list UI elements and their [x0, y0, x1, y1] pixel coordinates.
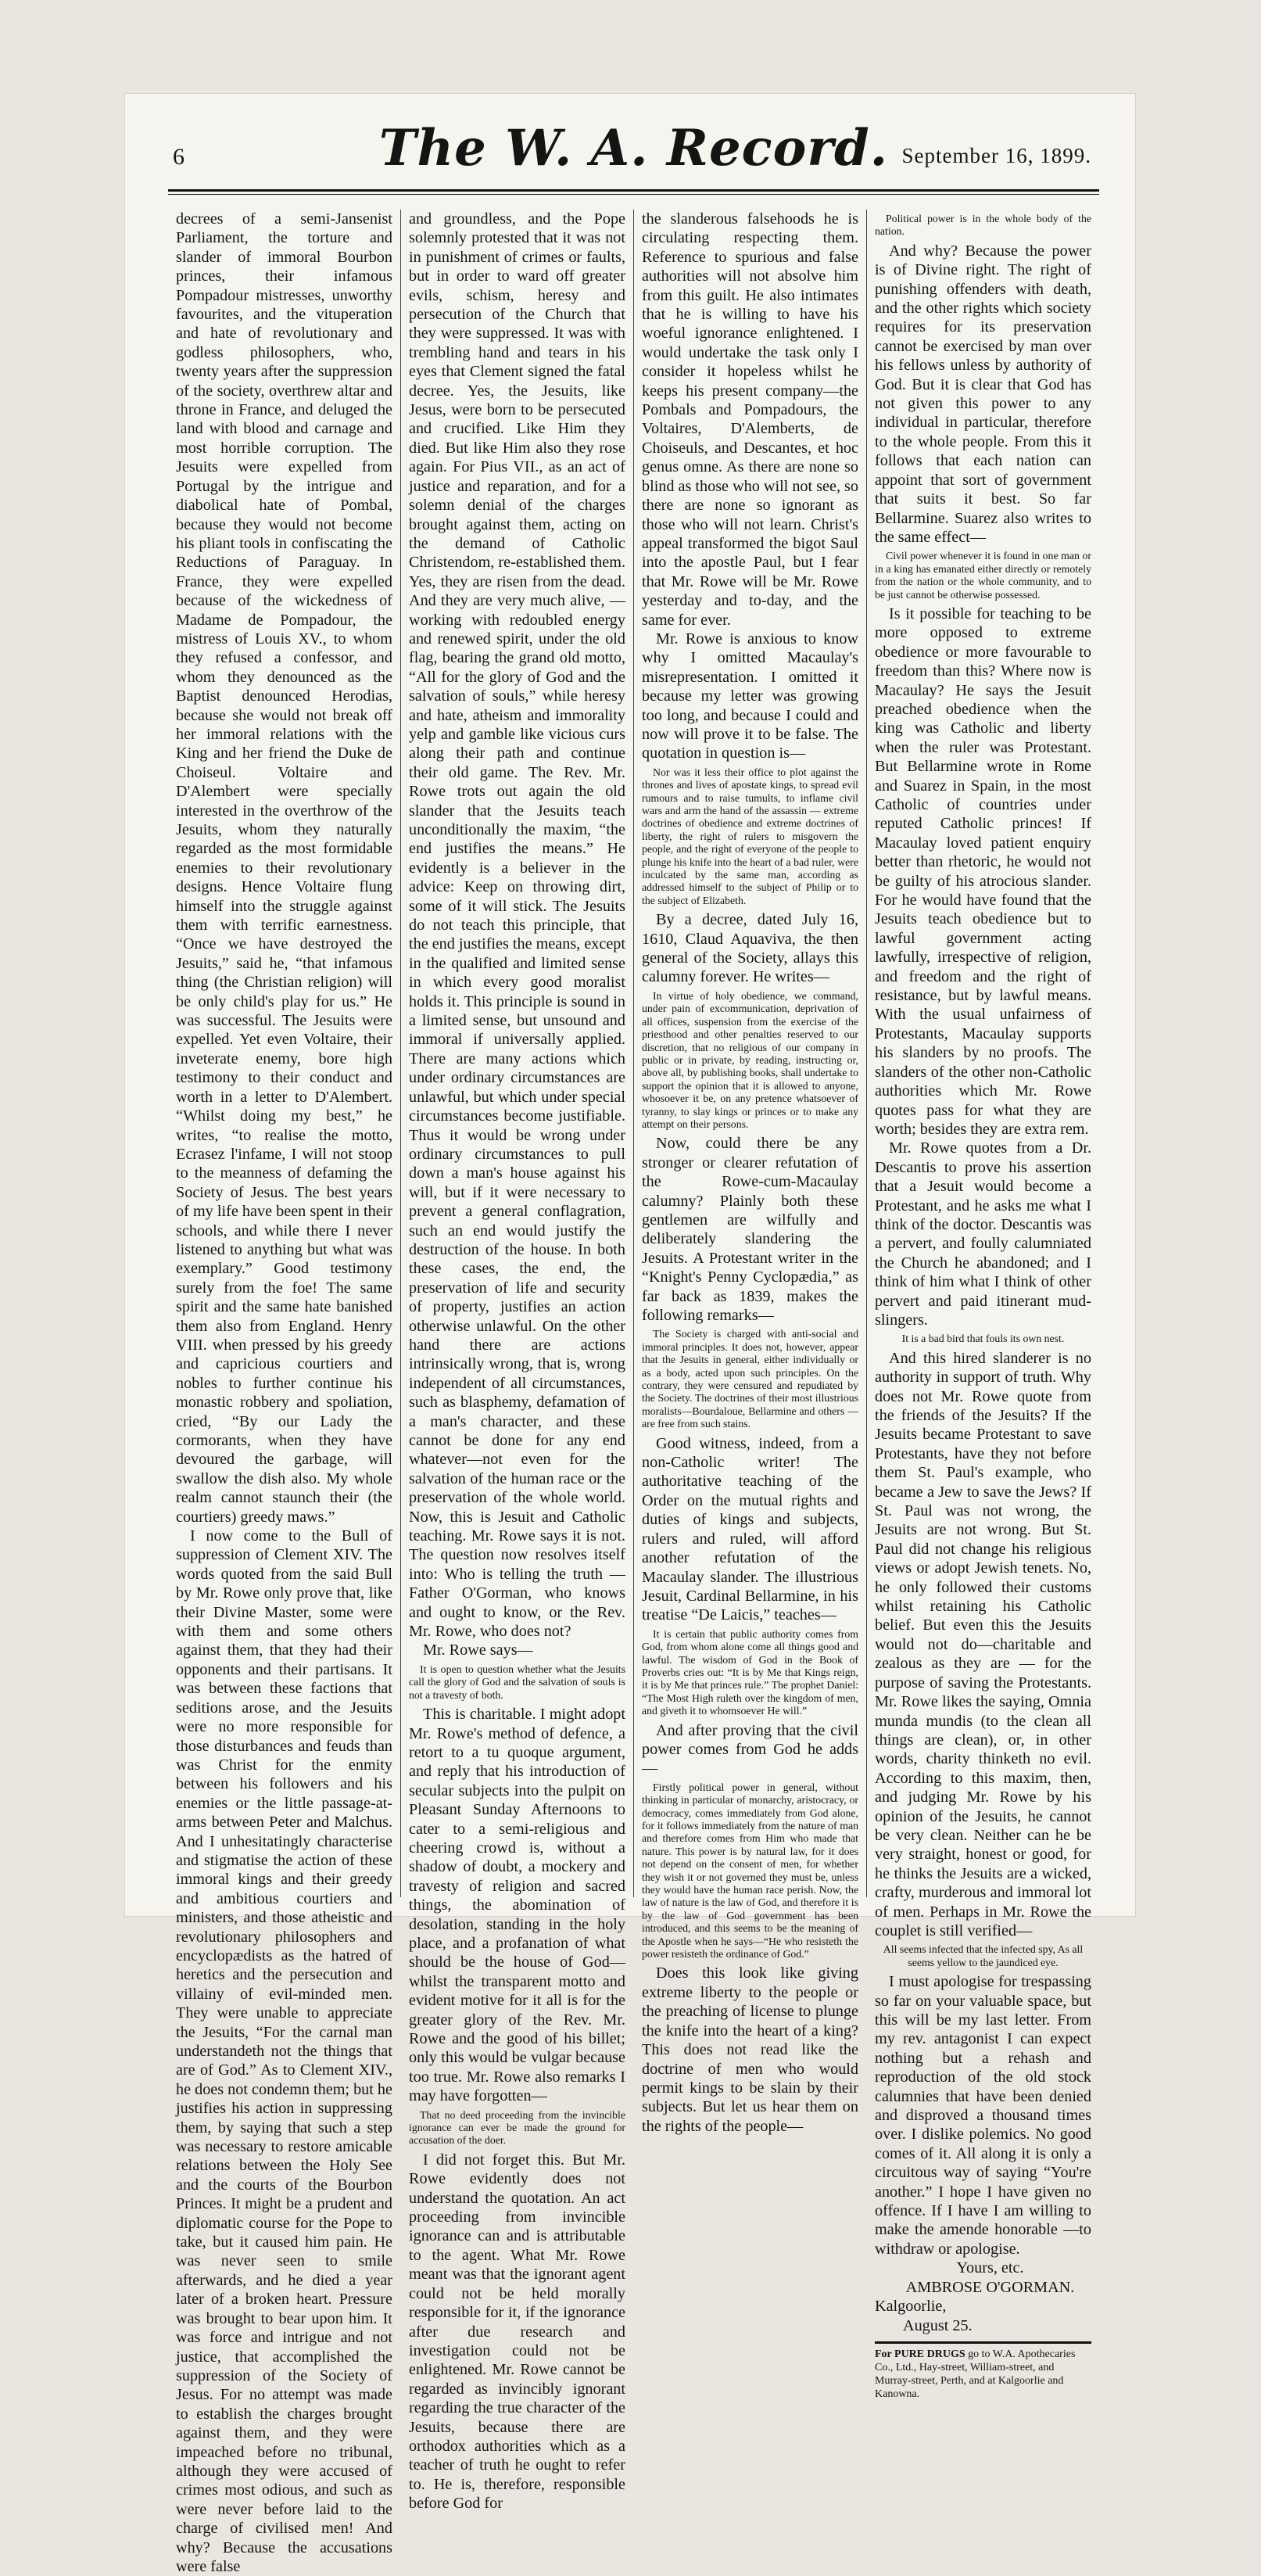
article-columns: [168, 210, 1099, 2575]
newspaper-page: [125, 94, 1135, 2575]
quotation-paragraph: Political power is in the whole body of the nation.: [875, 213, 1091, 238]
column-4: [866, 210, 1099, 2400]
quotation-paragraph: It is certain that public authority comes from God, from whom alone come all things good and lawful. The wisdom of God in the Book of Proverbs cries out: “It is by Me that Kings reign, it is by Me that princes rule.” The prophet Daniel: “The Most High ruleth over the kingdom of men, and giveth it to whomsoever He will.”: [642, 1627, 858, 1717]
quotation-paragraph: It is a bad bird that fouls its own nest.: [901, 1333, 1065, 1345]
article-paragraph: I did not forget this. But Mr. Rowe evidently does not understand the quotation. An act proceeding from invincible ignorance can and is attributable to the agent. What Mr. Rowe meant was that the ignorant agent could not be held morally responsible for it, if the ignorance after due research and investigation could not be enlightened. Mr. Rowe cannot be regarded as invincibly ignorant regarding the true character of the Jesuits, because there are orthodox authorities which as a teacher of truth he ought to refer to. He is, therefore, responsible before God for: [409, 2151, 625, 2513]
article-paragraph: Mr. Rowe quotes from a Dr. Descantis to prove his assertion that a Jesuit would become a Protestant, and he asks me what I think of the doctor. Descantis was a pervert, and foully calumniated the Church he abandoned; and I think of him what I think of other pervert and paid itinerant mud-slingers.: [875, 1139, 1091, 1329]
quotation-paragraph: Civil power whenever it is found in one man or in a king has emanated either directly or remotely from the nation or the whole community, and to be just cannot be otherwise possessed.: [875, 550, 1091, 601]
advert-lead: For PURE DRUGS: [875, 2348, 965, 2360]
article-paragraph: And this hired slanderer is no authority in support of truth. Why does not Mr. Rowe quote from the friends of the Jesuits? If the Jesuits became Protestant to save Protestants, have they not before them St. Paul's example, who became a Jew to save the Jews? If St. Paul was not wrong, the Jesuits are not wrong. But St. Paul did not change his religious views or adopt Jewish tenets. No, he only followed their customs whilst retaining his Catholic belief. But even this the Jesuits would not do—charitable and zealous as they are — for the purpose of saving the Protestants. Mr. Rowe likes the saying, Omnia munda mundis (to the clean all things are clean), or, in other words, charity thinketh no evil. According to this maxim, then, and judging Mr. Rowe by his opinion of the Jesuits, he cannot be very clean. Neither can he be very straight, honest or good, for he thinks the Jesuits are a wicked, crafty, murderous and immoral lot of men. Perhaps in Mr. Rowe the couplet is still verified—: [875, 1349, 1091, 1939]
column-3: [633, 210, 866, 2135]
quotation-paragraph: That no deed proceeding from the invincible ignorance can ever be made the ground for accusation of the doer.: [409, 2108, 625, 2147]
newspaper-title: The W. A. Record.: [378, 119, 889, 178]
quotation-paragraph: Nor was it less their office to plot against the thrones and lives of apostate kings, to spread evil rumours and to raise tumults, to inflame civil wars and arm the hand of the assassin — extreme doctrines of obedience and extreme doctrines of liberty, the right of rulers to misgovern the people, and the right of everyone of the people to plunge his knife into the heart of a bad ruler, were inculcated by the same man, according as addressed himself to the subject of Philip or to the subject of Elizabeth.: [642, 766, 858, 906]
article-paragraph: Is it possible for teaching to be more opposed to extreme obedience or more favourable to freedom than this? Where now is Macaulay? He says the Jesuit preached obedience when the king was Catholic and liberty when the ruler was Protestant. But Bellarmine wrote in Rome and Suarez in Spain, in the most Catholic of countries under reputed Catholic princes! If Macaulay loved patient enquiry better than rhetoric, he would not be guilty of his atrocious slander. For he would have found that the Jesuits teach obedience but to lawful government acting lawfully, irrespective of religion, and freedom and the right of resistance, but by lawful means. With the usual unfairness of Protestants, Macaulay supports his slanders by no proofs. The slanders of the other non-Catholic authorities which Mr. Rowe quotes pass for what they are worth; besides they are extra rem.: [875, 605, 1091, 1138]
masthead-rule: [168, 189, 1099, 192]
article-paragraph: Does this look like giving extreme liberty to the people or the preaching of license to plunge the knife into the heart of a king? This does not read like the doctrine of men who would permit kings to be slain by their subjects. But let us hear them on the rights of the people—: [642, 1964, 858, 2135]
article-paragraph: decrees of a semi-Jansenist Parliament, the torture and slander of immoral Bourbon princes, their infamous Pompadour mistresses, unworthy favourites, and the vituperation and hate of revolutionary and godless philosophers, who, twenty years after the suppression of the society, overthrew altar and throne in France, and deluged the land with blood and carnage and most horrible corruption. The Jesuits were expelled from Portugal by the intrigue and diabolical hate of Pombal, because they would not become his pliant tools in confiscating the Reductions of Paraguay. In France, they were expelled because of the wickedness of Madame de Pompadour, the mistress of Louis XV., to whom they refused a confessor, and whom they denounced as the Baptist denounced Herodias, because she would not break off her immoral relations with the King and her friend the Duke de Choiseul. Voltaire and D'Alembert were specially interested in the overthrow of the Jesuits, whom they naturally regarded as the most formidable enemies to their revolutionary designs. Hence Voltaire flung himself into the struggle against them with terrific earnestness. “Once we have destroyed the Jesuits,” said he, “that infamous thing (the Christian religion) will be only child's play for us.” He was successful. The Jesuits were expelled. Yet even Voltaire, their inveterate enemy, bore high testimony to their conduct and worth in a letter to D'Alembert. “Whilst doing my best,” he writes, “to realise the motto, Ecrasez l'infame, I will not stoop to the meanness of defaming the Society of Jesus. The best years of my life have been spent in their schools, and while there I never listened to anything but what was exemplary.” Good testimony surely from the foe! The same spirit and the same hate banished them also from England. Henry VIII. when pressed by his greedy and capricious courtiers and nobles to further continue his monastic robbery and spoliation, cried, “By our Lady the cormorants, when they have devoured the garbage, will swallow the dish also. My whole realm cannot staunch their (the courtiers) greedy maws.”: [176, 210, 392, 1526]
article-paragraph: I now come to the Bull of suppression of Clement XIV. The words quoted from the said Bull by Mr. Rowe only prove that, like their Divine Master, some were with them and some others against them, that they had their opponents and their partisans. It was between these factions that seditions arose, and the Jesuits were no more responsible for those disturbances and feuds than was Christ for the enmity between his followers and his enemies or the little passage-at-arms between Peter and Malchus. And I unhesitatingly characterise and stigmatise the action of these immoral kings and their greedy and ambitious courtiers and ministers, and those atheistic and revolutionary philosophers and encyclopædists as the hatred of heretics and the persecution and villainy of evil-minded men. They were unable to appreciate the Jesuits, “For the carnal man understandeth not the things that are of God.” As to Clement XIV., he does not condemn them; but he justifies his action in suppressing them, by saying that such a step was necessary to restore amicable relations between the Holy See and the courts of the Bourbon Princes. It might be a prudent and diplomatic course for the Pope to take, but it caused him pain. He was never seen to smile afterwards, and he died a year later of a broken heart. Pressure was brought to bear upon him. It was force and intrigue and not justice, that accomplished the suppression of the Society of Jesus. For no attempt was made to establish the charges brought against them, and they were impeached before no tribunal, although they were accused of crimes most odious, and such as were never before laid to the charge of civilised men! And why? Because the accusations were false: [176, 1527, 392, 2575]
quotation-paragraph: The Society is charged with anti-social and immoral principles. It does not, however, appear that the Jesuits in general, either individually or as a body, acted upon such principles. On the contrary, they were censured and repudiated by the Society. The doctrines of their most illustrious moralists—Bourdaloue, Bellarmine and others — are free from such stains.: [642, 1328, 858, 1430]
article-paragraph: Mr. Rowe is anxious to know why I omitted Macaulay's misrepresentation. I omitted it because my letter was growing too long, and because I could and now will prove it to be false. The quotation in question is—: [642, 630, 858, 762]
quotation-paragraph: Firstly political power in general, without thinking in particular of monarchy, aristocracy, or democracy, comes immediately from God alone, for it follows immediately from the nature of man and therefore comes from Him who made that nature. This power is by natural law, for it does not depend on the consent of men, for whether they wish it or not governed they must be, unless they would have the human race perish. Now, the law of nature is the law of God, and therefore it is by the law of God government has been introduced, and this seems to be the meaning of the Apostle when he says—“He who resisteth the power resisteth the ordinance of God.”: [642, 1781, 858, 1961]
signature-place: Kalgoorlie,: [875, 2298, 947, 2316]
article-paragraph: Good witness, indeed, from a non-Catholic writer! The authoritative teaching of the Order on the mutual rights and duties of kings and subjects, rulers and ruled, will afford another refutation of the Macaulay slander. The illustrious Jesuit, Cardinal Bellarmine, in his treatise “De Laicis,” teaches—: [642, 1434, 858, 1624]
column-4-body: [875, 213, 1091, 2258]
column-1: [168, 210, 400, 2575]
masthead: [168, 117, 1099, 188]
article-paragraph: And why? Because the power is of Divine right. The right of punishing offenders with death, and the other rights which society requires for its preservation cannot be exercised by man over his fellows unless by authority of God. But it is clear that God has not given this power to any individual in particular, therefore to the whole people. From this it follows that each nation can appoint that sort of government that suits it best. So far Bellarmine. Suarez also writes to the same effect—: [875, 242, 1091, 546]
signature-closing: Yours, etc.: [956, 2259, 1024, 2277]
article-paragraph: By a decree, dated July 16, 1610, Claud Aquaviva, the then general of the Society, allays this calumny forever. He writes—: [642, 911, 858, 986]
signature-date: August 25.: [903, 2316, 973, 2334]
quotation-paragraph: It is open to question whether what the Jesuits call the glory of God and the salvation of souls is not a travesty of both.: [409, 1663, 625, 1701]
quotation-paragraph: All seems infected that the infected spy, As all seems yellow to the jaundiced eye.: [883, 1943, 1084, 1968]
article-paragraph: the slanderous falsehoods he is circulating respecting them. Reference to spurious and false authorities will not absolve him from this guilt. He also intimates that he is willing to have his woeful ignorance enlightened. I would undertake the task only I consider it hopeless whilst he keeps his present company—the Pombals and Pompadours, the Voltaires, D'Alemberts, de Choiseuls, and Descantes, et hoc genus omne. As there are none so blind as those who will not see, so there are none so ignorant as those who will not learn. Christ's appeal transformed the bigot Saul into the apostle Paul, but I fear that Mr. Rowe will be Mr. Rowe yesterday and to-day, and the same for ever.: [642, 210, 858, 629]
article-paragraph: Now, could there be any stronger or clearer refutation of the Rowe-cum-Macaulay calumny? Plainly both these gentlemen are wilfully and deliberately slandering the Jesuits. A Protestant writer in the “Knight's Penny Cyclopædia,” as far back as 1839, makes the following remarks—: [642, 1135, 858, 1324]
article-paragraph: And after proving that the civil power comes from God he adds—: [642, 1721, 858, 1778]
advert-text: go to W.A. Apothecaries Co., Ltd., Hay-street, William-street, and Murray-street, Perth, and at Kalgoorlie and Kanowna.: [875, 2348, 1076, 2400]
advertisement: [875, 2341, 1091, 2401]
quotation-paragraph: In virtue of holy obedience, we command, under pain of excommunication, deprivation of all offices, suspension from the exercise of the priesthood and other penalties reserved to our discretion, that no religious of our company in public or in private, by reading, instructing or, above all, by publishing books, shall undertake to support the opinion that it is allowed to anyone, whosoever it be, on any pretence whatsoever of tyranny, to slay kings or princes or to make any attempt on their persons.: [642, 989, 858, 1130]
article-paragraph: and groundless, and the Pope solemnly protested that it was not in punishment of crimes or faults, but in order to ward off greater evils, schism, heresy and persecution of the Church that they were suppressed. It was with trembling hand and tears in his eyes that Clement signed the fatal decree. Yes, the Jesuits, like Jesus, were born to be persecuted and crucified. Like Him they died. But like Him also they rose again. For Pius VII., as an act of justice and reparation, and for a solemn denial of the charges brought against them, acting on the demand of Catholic Christendom, re-established them. Yes, they are risen from the dead. And they are very much alive, — working with redoubled energy and renewed spirit, under the old flag, bearing the grand old motto, “All for the glory of God and the salvation of souls,” while heresy and hate, atheism and immorality yelp and gamble like vicious curs along their path and continue their old game. The Rev. Mr. Rowe trots out again the old slander that the Jesuits teach unconditionally the maxim, “the end justifies the means.” He evidently is a believer in the advice: Keep on throwing dirt, some of it will stick. The Jesuits do not teach this principle, that the end justifies the means, except in the qualified and limited sense in which every good moralist holds it. This principle is sound in a limited sense, but unsound and immoral if universally applied. There are many actions which under ordinary circumstances are unlawful, but which under special circumstances become justifiable. Thus it would be wrong under ordinary circumstances to pull down a man's house against his will, but if it were necessary to prevent a general conflagration, such an end would justify the destruction of the house. In both these cases, the end, the preservation of life and security of property, justifies an action otherwise unlawful. On the other hand there are actions intrinsically wrong, that is, wrong independent of all circumstances, such as blasphemy, defamation of a man's character, and these cannot be done for any end whatever—not even for the salvation of the human race or the preservation of the whole world. Now, this is Jesuit and Catholic teaching. Mr. Rowe says it is not. The question now resolves itself into: Who is telling the truth —Father O'Gorman, who knows and ought to know, or the Rev. Mr. Rowe, who does not?: [409, 210, 625, 1641]
article-paragraph: I must apologise for trespassing so far on your valuable space, but this will be my last letter. From my rev. antagonist I can expect nothing but a rehash and reproduction of the old stock calumnies that have been denied and disproved a thousand times over. I dislike polemics. No good comes of it. All along it is only a circuitous way of saying “You're another.” I hope I have given no offence. If I have I am willing to make the amende honorable —to withdraw or apologise.: [875, 1973, 1091, 2258]
masthead-rule-thin: [168, 194, 1099, 195]
article-paragraph: Mr. Rowe says—: [423, 1641, 533, 1659]
page-number: 6: [173, 144, 184, 170]
column-2: [400, 210, 633, 2513]
article-paragraph: This is charitable. I might adopt Mr. Rowe's method of defence, a retort to a tu quoque argument, and reply that his introduction of secular subjects into the pulpit on Pleasant Sunday Afternoons to cater to a semi-religious and cheering crowd is, without a shadow of doubt, a mockery and travesty of religion and sacred things, the abomination of desolation, standing in the holy place, and a profanation of what should be the house of God—whilst the transparent motto and evident motive for it all is for the greater glory of the Rev. Mr. Rowe and the good of his billet; only this would be vulgar because too true. Mr. Rowe also remarks I may have forgotten—: [409, 1706, 625, 2105]
issue-date: September 16, 1899.: [901, 144, 1091, 167]
signature-name: AMBROSE O'GORMAN.: [905, 2278, 1075, 2296]
